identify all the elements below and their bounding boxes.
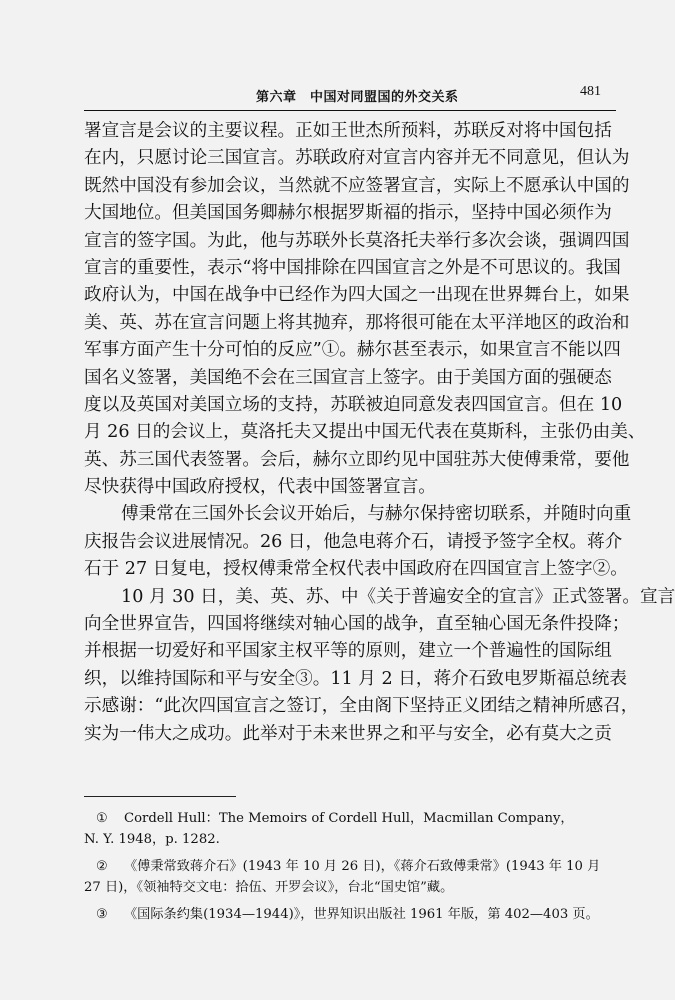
footnotes (84, 808, 614, 931)
footnote-marker: ② (96, 859, 108, 874)
body-line: 尽快获得中国政府授权，代表中国签署宣言。 (84, 477, 436, 498)
body-line: 实为一伟大之成功。此举对于未来世界之和平与安全，必有莫大之贡 (84, 723, 612, 744)
body-line: 政府认为，中国在战争中已经作为四大国之一出现在世界舞台上，如果 (84, 285, 630, 306)
footnote-text: 《国际条约集(1934—1944)》，世界知识出版社 1961 年版，第 402—403 页。 (124, 907, 599, 922)
body-line: 向全世界宣告，四国将继续对轴心国的战争，直至轴心国无条件投降； (84, 614, 630, 635)
body-line: 宣言的签字国。为此，他与苏联外长莫洛托夫举行多次会谈，强调四国 (84, 230, 630, 251)
body-line: 在内，只愿讨论三国宣言。苏联政府对宣言内容并无不同意见，但认为 (84, 148, 630, 169)
body-line: 傅秉常在三国外长会议开始后，与赫尔保持密切联系，并随时向重 (121, 504, 632, 525)
body-line: 宣言的重要性，表示“将中国排除在四国宣言之外是不可思议的。我国 (84, 257, 621, 278)
body-line: 既然中国没有参加会议，当然就不应签署宣言，实际上不愿承认中国的 (84, 175, 630, 196)
body-line: 织，以维持国际和平与安全③。11 月 2 日，蒋介石致电罗斯福总统表 (84, 668, 627, 689)
footnote-text: Cordell Hull：The Memoirs of Cordell Hull，Macmillan Company， (124, 811, 574, 826)
running-head-chapter-title: 第六章 中国对同盟国的外交关系 (256, 90, 459, 105)
body-line: 10 月 30 日，美、英、苏、中《关于普遍安全的宣言》正式签署。宣言 (121, 586, 675, 607)
body-line: 美、英、苏在宣言问题上将其抛弃，那将很可能在太平洋地区的政治和 (84, 312, 630, 333)
body-line: 国名义签署，美国绝不会在三国宣言上签字。由于美国方面的强硬态 (84, 367, 612, 388)
footnote-marker: ① (96, 811, 108, 826)
footnote-text: N. Y. 1948，p. 1282. (84, 832, 220, 847)
footnote-marker: ③ (96, 907, 108, 922)
footnote-separator (84, 796, 236, 797)
body-line: 示感谢：“此次四国宣言之签订，全由阁下坚持正义团结之精神所感召， (84, 696, 639, 717)
body-line: 并根据一切爱好和平国家主权平等的原则，建立一个普遍性的国际组 (84, 641, 612, 662)
body-line: 军事方面产生十分可怕的反应”①。赫尔甚至表示，如果宣言不能以四 (84, 340, 621, 361)
footnote (84, 808, 614, 850)
body-line: 署宣言是会议的主要议程。正如王世杰所预料，苏联反对将中国包括 (84, 121, 612, 141)
footnote (84, 904, 614, 925)
body-line: 庆报告会议进展情况。26 日，他急电蒋介石，请授予签字全权。蒋介 (84, 531, 623, 552)
body-text (84, 118, 675, 748)
body-line: 度以及英国对美国立场的支持，苏联被迫同意发表四国宣言。但在 10 (84, 394, 623, 415)
body-line: 月 26 日的会议上，莫洛托夫又提出中国无代表在莫斯科，主张仍由美、 (84, 422, 646, 443)
body-line: 英、苏三国代表签署。会后，赫尔立即约见中国驻苏大使傅秉常，要他 (84, 449, 630, 470)
header-rule (84, 110, 616, 111)
page-number: 481 (580, 84, 601, 99)
body-line: 石于 27 日复电，授权傅秉常全权代表中国政府在四国宣言上签字②。 (84, 559, 628, 580)
footnote (84, 856, 614, 898)
body-line: 大国地位。但美国国务卿赫尔根据罗斯福的指示，坚持中国必须作为 (84, 203, 612, 224)
footnote-text: 《傅秉常致蒋介石》(1943 年 10 月 26 日)，《蒋介石致傅秉常》(1943 年 10 月 (124, 859, 601, 874)
footnote-text: 27 日)，《领袖特交文电：拾伍、开罗会议》，台北“国史馆”藏。 (84, 880, 454, 895)
